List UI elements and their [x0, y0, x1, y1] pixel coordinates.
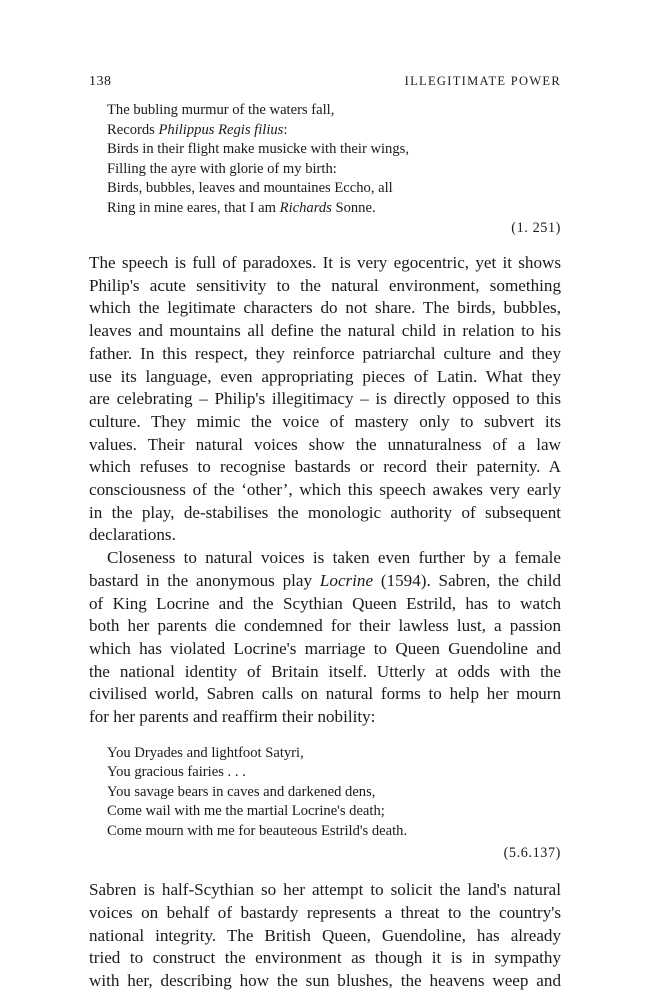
paragraph-2 [89, 547, 561, 729]
text-line: culture. They mimic the voice of mastery only to subvert its [89, 411, 561, 431]
verse-line: Come wail with me the martial Locrine's death; [107, 803, 385, 820]
verse-line: Filling the ayre with glorie of my birth: [107, 160, 337, 177]
verse-line: Birds, bubbles, leaves and mountaines Eccho, all [107, 180, 393, 196]
verse-line: Ring in mine eares, that I am Richards Sonne. [107, 199, 376, 216]
text-line: Sabren is half-Scythian so her attempt to solicit the land's natural [89, 880, 561, 900]
text-line: for her parents and reaffirm their nobility: [89, 707, 376, 727]
text-line: bastard in the anonymous play Locrine (1594). Sabren, the child [89, 570, 562, 590]
verse-reference-2: (5.6.137) [503, 845, 561, 862]
text-line: both her parents die condemned for their lawless lust, a passion [89, 616, 561, 636]
verse-line: You Dryades and lightfoot Satyri, [107, 744, 304, 761]
italic-latin-phrase: Philippus Regis filius [158, 121, 284, 138]
text-line: which has violated Locrine's marriage to Queen Guendoline and [89, 638, 561, 658]
text-line: which refuses to recognise bastards or record their paternity. A [89, 457, 561, 477]
paragraph-1 [89, 252, 561, 547]
text-line: tried to construct the environment as though it is in sympathy [89, 948, 561, 968]
verse-line: Records Philippus Regis filius: [107, 121, 288, 138]
verse-reference-1: (1. 251) [511, 220, 561, 236]
page-number: 138 [89, 74, 112, 89]
verse-line: Come mourn with me for beauteous Estrild's death. [107, 822, 408, 839]
text-line: declarations. [89, 525, 176, 545]
text-line: Closeness to natural voices is taken even further by a female [107, 548, 561, 568]
verse-quotation-2 [107, 744, 561, 842]
verse-line: The bubling murmur of the waters fall, [107, 102, 335, 118]
text-line: The speech is full of paradoxes. It is very egocentric, yet it shows [89, 253, 561, 272]
running-header [89, 74, 561, 98]
text-line: leaves and mountains all define the natural child in relation to his [89, 321, 561, 341]
text-line: with her, describing how the sun blushes, the heavens weep and [89, 971, 561, 991]
verse-line: You savage bears in caves and darkened dens, [107, 783, 376, 800]
verse-quotation-1 [107, 101, 561, 218]
text-line: which the legitimate characters do not share. The birds, bubbles, [89, 298, 561, 318]
book-page [89, 74, 561, 993]
verse-line: You gracious fairies . . . [107, 764, 246, 781]
italic-name: Richards [279, 199, 332, 216]
text-line: Philip's acute sensitivity to the natural environment, something [89, 275, 561, 295]
italic-play-title: Locrine [319, 570, 374, 590]
paragraph-3 [89, 879, 561, 993]
verse-line: Birds in their flight make musicke with their wings, [107, 141, 409, 157]
text-line: values. Their natural voices show the unnaturalness of a law [89, 434, 561, 454]
text-line: consciousness of the ‘other’, which this speech awakes very early [89, 480, 561, 500]
text-line: father. In this respect, they reinforce patriarchal culture and they [89, 343, 561, 363]
text-line: civilised world, Sabren calls on natural forms to help her mourn [89, 684, 561, 704]
text-line: of King Locrine and the Scythian Queen Estrild, has to watch [89, 593, 561, 613]
text-line: national integrity. The British Queen, Guendoline, has already [89, 925, 561, 945]
running-title: ILLEGITIMATE POWER [404, 74, 561, 88]
text-line: use its language, even appropriating pieces of Latin. What they [89, 366, 561, 386]
text-line: voices on behalf of bastardy represents a threat to the country's [89, 902, 561, 922]
text-line: the national identity of Britain itself. Utterly at odds with the [89, 661, 561, 681]
text-line: in the play, de-stabilises the monologic authority of subsequent [89, 502, 561, 522]
text-line: are celebrating – Philip's illegitimacy – is directly opposed to this [89, 389, 561, 409]
